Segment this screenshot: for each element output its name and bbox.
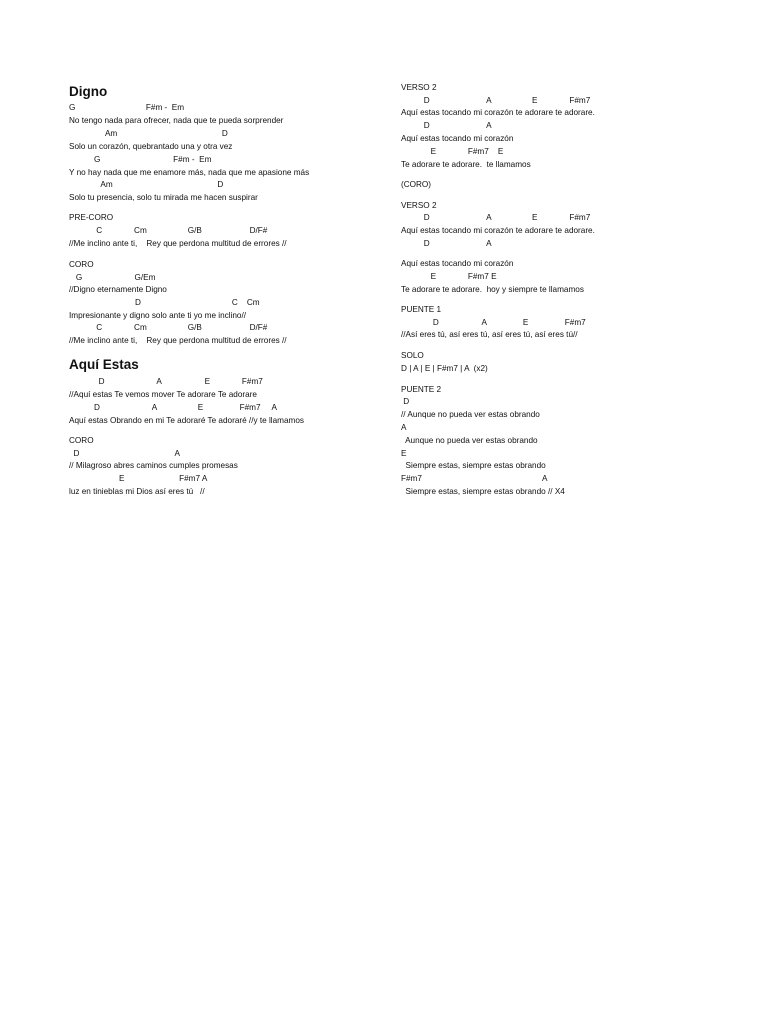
chord-line: D A E F#m7 bbox=[401, 213, 591, 222]
lyric-line: // Aunque no pueda ver estas obrando bbox=[401, 410, 540, 419]
lyric-line: Aquí estas Obrando en mi Te adoraré Te adoraré //y te llamamos bbox=[69, 416, 304, 425]
chord-line: G G/Em bbox=[69, 273, 156, 282]
lyric-line: Y no hay nada que me enamore más, nada que me apasione más bbox=[69, 168, 310, 177]
section-label: VERSO 2 bbox=[401, 83, 437, 92]
lyric-line: Siempre estas, siempre estas obrando bbox=[401, 461, 546, 470]
lyric-line: //Me inclino ante ti, Rey que perdona multitud de errores // bbox=[69, 336, 287, 345]
lyric-line: Aquí estas tocando mi corazón bbox=[401, 134, 514, 143]
chord-line: G F#m - Em bbox=[69, 155, 212, 164]
chord-line: A bbox=[401, 423, 407, 432]
chord-line: E F#m7 A bbox=[69, 474, 208, 483]
section-label: PRE-CORO bbox=[69, 213, 114, 222]
lyric-line: //Aquí estas Te vemos mover Te adorare Te adorare bbox=[69, 390, 257, 399]
lyric-line: Siempre estas, siempre estas obrando // X4 bbox=[401, 487, 565, 496]
lyric-line: //Digno eternamente Digno bbox=[69, 285, 167, 294]
section-label: CORO bbox=[69, 260, 94, 269]
lyric-line: //Me inclino ante ti, Rey que perdona multitud de errores // bbox=[69, 239, 287, 248]
lyric-line: Solo un corazón, quebrantado una y otra vez bbox=[69, 142, 233, 151]
chord-line: D A E F#m7 bbox=[401, 96, 591, 105]
section-label: (CORO) bbox=[401, 180, 432, 189]
lyric-line: luz en tinieblas mi Dios así eres tú // bbox=[69, 487, 205, 496]
chord-line: C Cm G/B D/F# bbox=[69, 323, 268, 332]
lyric-line: // Milagroso abres caminos cumples promesas bbox=[69, 461, 238, 470]
chord-line: E bbox=[401, 449, 407, 458]
lyric-line: Te adorare te adorare. hoy y siempre te llamamos bbox=[401, 285, 584, 294]
lyric-line: No tengo nada para ofrecer, nada que te pueda sorprender bbox=[69, 116, 284, 125]
chord-line: E F#m7 E bbox=[401, 147, 504, 156]
chord-line: D bbox=[401, 397, 410, 406]
chord-line: D A E F#m7 bbox=[401, 318, 586, 327]
lyric-line: Solo tu presencia, solo tu mirada me hacen suspirar bbox=[69, 193, 258, 202]
lyric-line: Aunque no pueda ver estas obrando bbox=[401, 436, 538, 445]
lyric-line: Aquí estas tocando mi corazón bbox=[401, 259, 514, 268]
chord-line: D A E F#m7 A bbox=[69, 403, 277, 412]
chord-line: D A bbox=[69, 449, 181, 458]
lyric-line: Aquí estas tocando mi corazón te adorare te adorare. bbox=[401, 108, 595, 117]
chord-line: G F#m - Em bbox=[69, 103, 185, 112]
chord-line: E F#m7 E bbox=[401, 272, 497, 281]
lyric-line: Aquí estas tocando mi corazón te adorare te adorare. bbox=[401, 226, 595, 235]
lyric-line: Te adorare te adorare. te llamamos bbox=[401, 160, 531, 169]
song-title: Digno bbox=[69, 84, 108, 99]
lyric-line: //Así eres tú, así eres tú, así eres tú, así eres tú// bbox=[401, 330, 578, 339]
chord-line: D A bbox=[401, 239, 492, 248]
chord-line: Am D bbox=[69, 180, 224, 189]
chord-line: D A E F#m7 bbox=[69, 377, 263, 386]
chord-line: F#m7 A bbox=[401, 474, 548, 483]
section-label: CORO bbox=[69, 436, 94, 445]
section-label: VERSO 2 bbox=[401, 201, 437, 210]
solo-chords: D | A | E | F#m7 | A (x2) bbox=[401, 364, 488, 373]
song-title: Aquí Estas bbox=[69, 357, 139, 372]
chord-line: D A bbox=[401, 121, 492, 130]
section-label: PUENTE 1 bbox=[401, 305, 442, 314]
section-label: PUENTE 2 bbox=[401, 385, 442, 394]
chord-line: D C Cm bbox=[69, 298, 260, 307]
chord-line: Am D bbox=[69, 129, 228, 138]
lyric-line: Impresionante y digno solo ante ti yo me inclino// bbox=[69, 311, 247, 320]
section-label: SOLO bbox=[401, 351, 424, 360]
chord-line: C Cm G/B D/F# bbox=[69, 226, 268, 235]
